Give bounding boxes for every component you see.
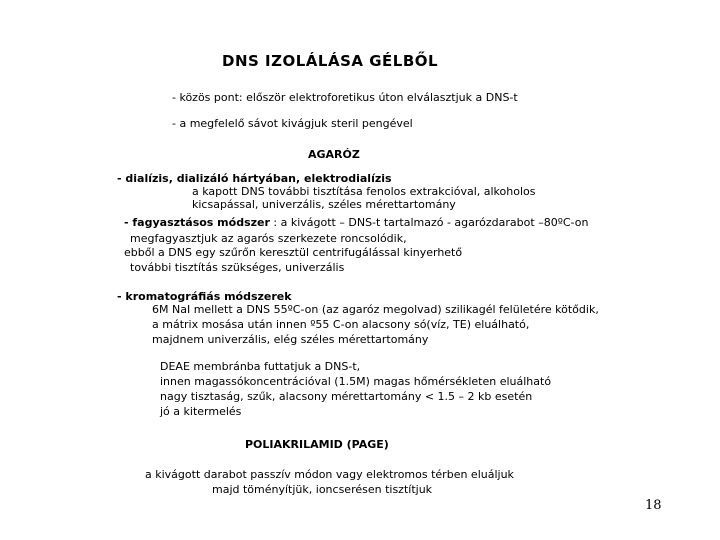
freezing-label: - fagyasztásos módszer [124,216,270,229]
freezing-first-line [124,216,588,230]
chromatography-line-3: majdnem univerzális, elég széles mérettartomány [152,333,429,346]
intro-line-2: - a megfelelő sávot kivágjuk steril pengével [172,117,413,130]
deae-line-3: nagy tisztaság, szűk, alacsony mérettartomány < 1.5 – 2 kb esetén [160,390,533,403]
chromatography-line-1: 6M NaI mellett a DNS 55ºC-on (az agaróz megolvad) szilikagél felületére kötődik, [152,303,599,316]
dialysis-label: - dialízis, dializáló hártyában, elektrodialízis [117,172,392,185]
chromatography-label: - kromatográfiás módszerek [117,290,292,303]
deae-line-2: innen magassókoncentrációval (1.5M) magas hőmérsékleten eluálható [160,375,552,388]
dialysis-line-2: kicsapással, univerzális, széles mérettartomány [192,198,456,211]
freezing-line-1: megfagyasztjuk az agarós szerkezete roncsolódik, [130,232,407,245]
freezing-line-3: további tisztítás szükséges, univerzális [130,261,345,274]
page-heading: POLIAKRILAMID (PAGE) [245,438,389,451]
page-line-2: majd töményítjük, ioncserésen tisztítjuk [212,483,433,496]
dialysis-line-1: a kapott DNS további tisztítása fenolos extrakcióval, alkoholos [192,185,536,198]
page-title: DNS IZOLÁLÁSA GÉLBŐL [222,52,439,70]
chromatography-line-2: a mátrix mosása után innen º55 C-on alacsony só(víz, TE) eluálható, [152,318,530,331]
freezing-line-2: ebből a DNS egy szűrőn keresztül centrifugálással kinyerhető [124,246,463,259]
deae-line-4: jó a kitermelés [160,405,242,418]
page-number: 18 [645,498,662,513]
freezing-first-line-rest: : a kivágott – DNS-t tartalmazó - agarózdarabot –80ºC-on [269,216,589,229]
page-line-1: a kivágott darabot passzív módon vagy elektromos térben eluáljuk [145,468,514,481]
deae-line-1: DEAE membránba futtatjuk a DNS-t, [160,360,361,373]
intro-line-1: - közös pont: először elektroforetikus úton elválasztjuk a DNS-t [172,91,518,104]
agaroz-heading: AGARÓZ [308,148,360,161]
